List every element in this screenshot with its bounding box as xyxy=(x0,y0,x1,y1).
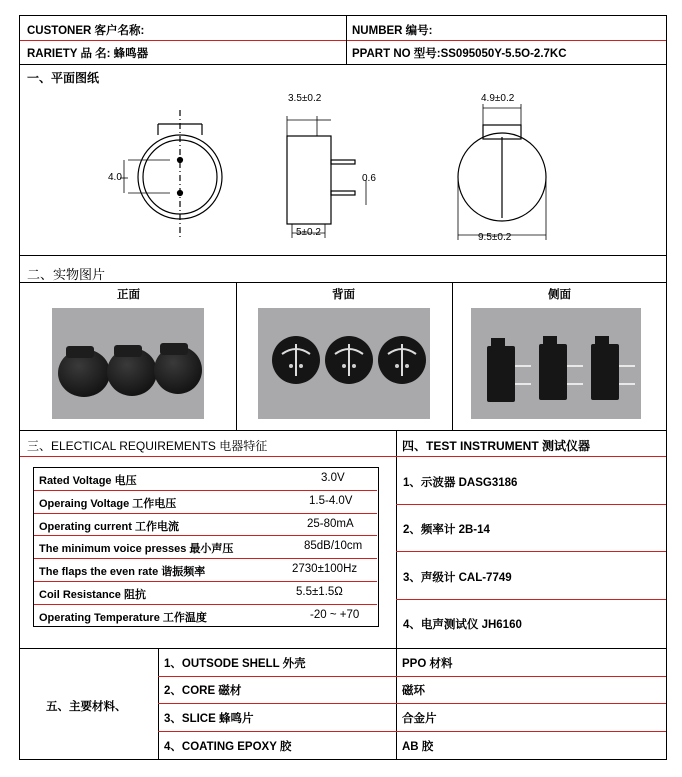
side-view-drawing xyxy=(287,116,366,238)
requirement-row: Operaing Voltage 工作电压 1.5-4.0V xyxy=(34,491,377,514)
dim-side-width: 3.5±0.2 xyxy=(288,93,322,104)
material-value: PPO 材料 xyxy=(402,658,453,670)
side-photo-label: 侧面 xyxy=(548,289,571,301)
side-photo xyxy=(471,308,641,419)
number-label: NUMBER 编号: xyxy=(352,25,433,37)
requirement-row: The minimum voice presses 最小声压 85dB/10cm xyxy=(34,536,377,559)
requirement-row: The flaps the even rate 谐振频率 2730±100Hz xyxy=(34,559,377,582)
requirement-row: Operating Temperature 工作温度 -20 ~ +70 xyxy=(39,608,360,624)
material-value: AB 胶 xyxy=(402,741,434,753)
dim-back-top: 4.9±0.2 xyxy=(481,93,515,104)
instrument-item: 1、示波器 DASG3186 xyxy=(403,477,518,489)
back-view-drawing xyxy=(458,104,546,240)
rariety-label: RARIETY 品 名: 蜂鸣器 xyxy=(27,48,149,60)
plan-section-title: 一、平面图纸 xyxy=(27,71,100,85)
dim-front-pitch: 4.0 xyxy=(108,172,122,183)
requirement-row: Operating current 工作电流 25-80mA xyxy=(34,514,377,537)
instrument-item: 4、电声测试仪 JH6160 xyxy=(403,619,522,631)
requirements-table xyxy=(33,467,379,627)
part-number-label: PPART NO 型号:SS095050Y-5.5O-2.7KC xyxy=(352,48,567,60)
dim-back-diameter: 9.5±0.2 xyxy=(478,232,512,243)
material-value: 磁环 xyxy=(402,685,425,697)
plan-drawing xyxy=(20,80,666,252)
material-value: 合金片 xyxy=(402,713,437,725)
material-part: 3、SLICE 蜂鸣片 xyxy=(164,713,254,725)
material-part: 1、OUTSODE SHELL 外壳 xyxy=(164,658,306,670)
instruments-section-title: 四、TEST INSTRUMENT 测试仪器 xyxy=(402,439,590,453)
back-photo xyxy=(258,308,430,419)
customer-label: CUSTONER 客户名称: xyxy=(27,25,145,37)
requirement-row: Coil Resistance 阻抗 5.5±1.5Ω xyxy=(34,582,377,605)
materials-section-title: 五、主要材料、 xyxy=(46,701,127,713)
material-part: 2、CORE 磁材 xyxy=(164,685,242,697)
dim-side-bottom: 5±0.2 xyxy=(296,227,321,238)
back-photo-label: 背面 xyxy=(332,289,355,301)
front-photo xyxy=(52,308,204,419)
instrument-item: 2、频率计 2B-14 xyxy=(403,524,490,536)
dim-side-pin: 0.6 xyxy=(362,173,376,184)
material-part: 4、COATING EPOXY 胶 xyxy=(164,741,292,753)
instrument-item: 3、声级计 CAL-7749 xyxy=(403,572,512,584)
requirements-section-title: 三、ELECTICAL REQUIREMENTS 电器特征 xyxy=(27,439,268,453)
front-photo-label: 正面 xyxy=(117,289,140,301)
requirement-row: Rated Voltage 电压 3.0V xyxy=(34,468,377,491)
photos-section-title: 二、实物图片 xyxy=(27,267,106,282)
front-view-drawing xyxy=(120,110,222,240)
